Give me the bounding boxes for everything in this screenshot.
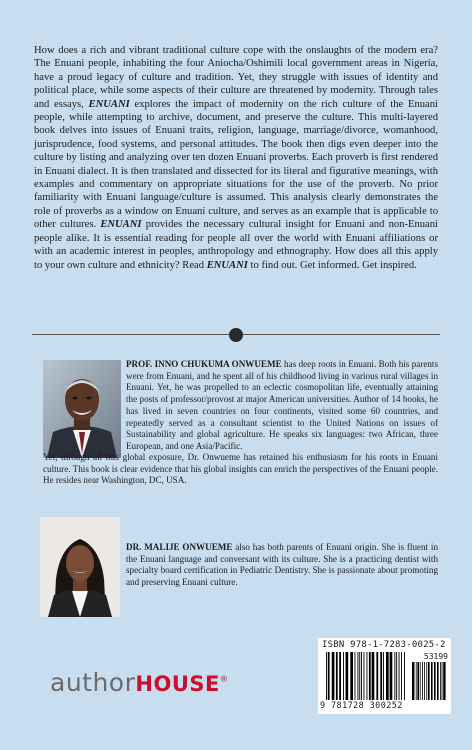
book-title-1: ENUANI [88,98,130,110]
price-bar [437,662,439,700]
barcode-bar [355,652,356,700]
publisher-logo-house: HOUSE [135,672,220,696]
barcode-bar [367,652,368,700]
author1-bio-text: has deep roots in Enuani. Both his parents were from Enuani, and he spent all of his childhood living in various rural villages in Enuani. Yet, he was propelled to an eclectic cosmopolitan life, eventually attaining the posts of professor/provost at major American universities. Author of 14 books, he has lived in seven countries on four continents, visited some 60 countries, and repeatedly served as a consultant scientist to the United Nations on issues of Sustainability and global agriculture. He speaks six languages: two African, three European, and one Asia/Pacific. [126,359,438,451]
section-divider [32,328,440,342]
barcode-bar [396,652,397,700]
barcode-bar [390,652,393,700]
price-bar [412,662,414,700]
price-code: 53199 [423,652,448,661]
barcode-bar [332,652,335,700]
price-bar [428,662,430,700]
barcode-bar [361,652,362,700]
barcode-bar [383,652,384,700]
price-bar [440,662,441,700]
barcode-bar [326,652,327,700]
barcode-bar [346,652,349,700]
author1-portrait [43,360,121,458]
divider-dot-icon [229,328,243,342]
barcode-bar [364,652,365,700]
blurb-text-2: explores the impact of modernity on the rich culture of the Enuani people, while attempting to archive, document, and preserve the culture. This multi-layered book delves into issues of Enuani traits, religion, language, marriage/divorce, womanhood, jurisprudence, food systems, and personal attitudes. The book then digs even deeper into the culture by listing and analyzing over ten dozen Enuani proverbs. Each proverb is first rendered in Enuani dialect. It is then translated and dissected for its literal and figurative meanings, with examples and commentary on appropriate situations for the use of the proverb. No prior familiarity with Enuani language/culture is assumed. This analysis clearly demonstrates the role of proverbs as a window on Enuani culture, and serves as an example that is applicable to other cultures. [34,98,438,231]
barcode-bar [372,652,375,700]
blurb-text-3: provides the necessary cultural insight for Enuani and non-Enuani people alike. It is essential reading for people all over the world with Enuani affiliations or with an academic interest in peoples, anthropology and ethnography. How does all this apply to your own culture and ethnicity? Read [34,219,439,271]
price-bar [426,662,427,700]
author2-photo [40,517,120,617]
author1-bio [126,359,438,453]
book-title-2: ENUANI [100,219,142,231]
price-bar [417,662,419,700]
author2-name: DR. MALIJE ONWUEME [126,542,233,552]
barcode-bar [358,652,359,700]
barcode-bar [394,652,395,700]
barcode-bar [359,652,360,700]
barcode-bar [369,652,371,700]
barcode-bar [343,652,344,700]
barcode-bar [376,652,378,700]
barcode-digits: 9 781728 300252 [320,701,403,711]
barcode-bar [328,652,330,700]
price-bar [416,662,417,700]
isbn-number: ISBN 978-1-7283-0025-2 [322,640,446,650]
price-bar [442,662,443,700]
barcode-bar [401,652,402,700]
author2-portrait [40,517,120,617]
barcode-bar [399,652,400,700]
price-bar [424,662,425,700]
author2-bio [126,542,438,589]
book-description [34,44,438,272]
price-bar [434,662,436,700]
barcode-bar [336,652,338,700]
price-bar [431,662,433,700]
price-bar [422,662,423,700]
publisher-logo [50,668,228,697]
barcode-bar [350,652,353,700]
publisher-logo-author: author [50,668,136,697]
price-bar [443,662,445,700]
barcode-bar [380,652,382,700]
isbn-barcode [318,638,451,714]
author2-bio-text: also has both parents of Enuani origin. She is fluent in the Enuani language and conversant with its culture. She is a practicing dentist with specialty board certification in Pediatric Dentistry. She is passionate about promoting and preserving Enuani culture. [126,542,438,588]
blurb-text-4: to find out. Get informed. Get inspired. [247,259,417,271]
blurb-text-1: How does a rich and vibrant traditional culture cope with the onslaughts of the modern era? The Enuani people, inhabiting the four Aniocha/Oshimili local government areas in Nigeria, have a proud legacy of culture and tradition. Yet, they struggle with issues of identity and political place, while some aspects of their culture are threatened by modernity. Through tales and essays, [34,45,438,110]
barcode-bar [404,652,405,700]
book-title-3: ENUANI [206,259,248,271]
barcode-bar [386,652,389,700]
author1-photo [43,360,121,458]
author1-name: PROF. INNO CHUKUMA ONWUEME [126,359,282,369]
publisher-logo-reg-mark: ® [219,674,229,684]
author1-bio-continued: Yet, through all this global exposure, Dr. Onwueme has retained his enthusiasm for his roots in Enuani culture. This book is clear evidence that his global insights can enrich the perspectives of the Enuani people. He resides near Washington, DC, USA. [43,452,438,486]
barcode-bar [339,652,341,700]
price-bar [420,662,421,700]
